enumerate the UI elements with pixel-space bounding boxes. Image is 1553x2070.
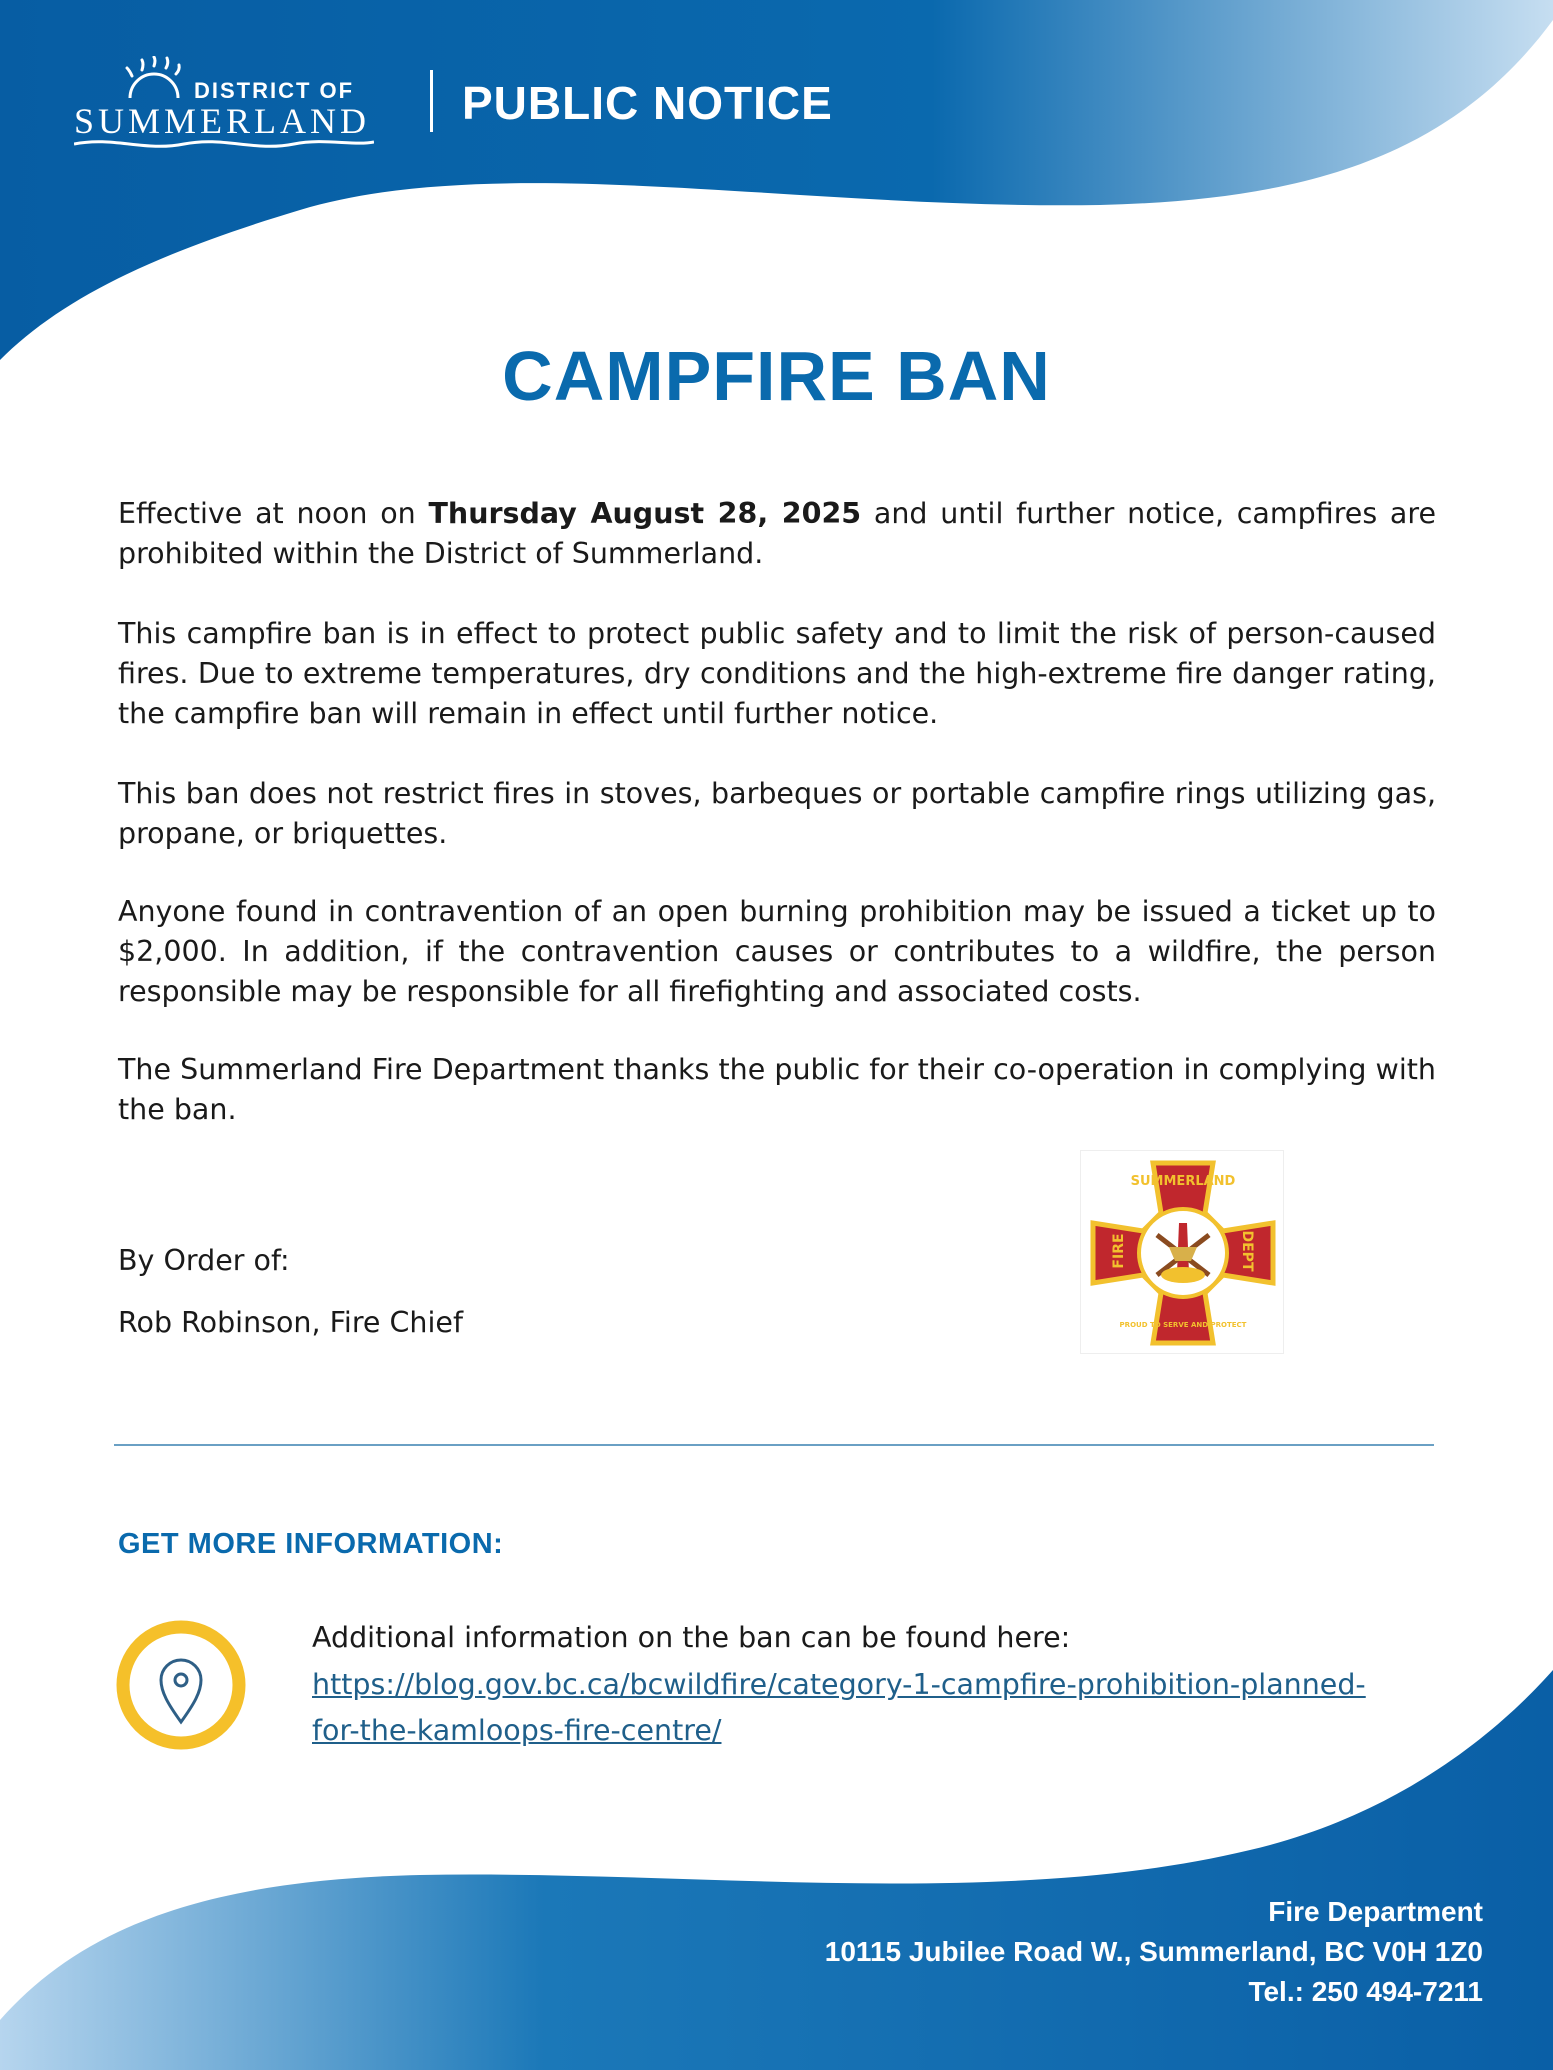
section-divider	[114, 1444, 1434, 1446]
footer-phone[interactable]: Tel.: 250 494-7211	[1248, 1976, 1483, 2007]
footer-contact	[825, 1892, 1483, 2012]
footer-department: Fire Department	[1268, 1896, 1483, 1927]
paragraph-exemptions: This ban does not restrict fires in stoves, barbeques or portable campfire rings utilizing gas, propane, or briquettes.	[118, 777, 1436, 850]
emblem-left-text: FIRE	[1111, 1233, 1127, 1269]
district-logo[interactable]	[74, 56, 374, 146]
logo-wave-icon	[74, 136, 374, 152]
emblem-bottom-text: PROUD TO SERVE AND PROTECT	[1119, 1321, 1247, 1329]
logo-district-text: DISTRICT OF	[194, 78, 355, 103]
header-divider	[430, 70, 433, 132]
more-info-heading: GET MORE INFORMATION:	[118, 1528, 504, 1560]
page-title: CAMPFIRE BAN	[502, 337, 1051, 415]
paragraph-effective-date: Effective at noon on Thursday August 28, 2025 and until further notice, campfires are prohibited within the District of Summerland.	[118, 497, 1436, 570]
info-description: Additional information on the ban can be found here:	[312, 1621, 1071, 1654]
fire-department-emblem	[1080, 1150, 1284, 1354]
paragraph-penalties: Anyone found in contravention of an open burning prohibition may be issued a ticket up to $2,000. In addition, if the contravention causes or contributes to a wildfire, the person responsible may be responsible for all firefighting and associated costs.	[118, 895, 1436, 1008]
signatory-name: Rob Robinson, Fire Chief	[118, 1306, 463, 1339]
paragraph-thanks: The Summerland Fire Department thanks the public for their co-operation in complying with the ban.	[118, 1053, 1436, 1126]
effective-date: Thursday August 28, 2025	[428, 497, 862, 530]
emblem-top-text: SUMMERLAND	[1130, 1174, 1236, 1189]
location-pin-icon	[114, 1618, 248, 1752]
by-order-label: By Order of:	[118, 1244, 290, 1277]
emblem-right-text: DEPT	[1239, 1230, 1255, 1272]
paragraph-reason: This campfire ban is in effect to protect public safety and to limit the risk of person-caused fires. Due to extreme temperatures, dry conditions and the high-extreme fire danger rating, the campfire ban will remain in effect until further notice.	[118, 617, 1436, 730]
public-notice-label: PUBLIC NOTICE	[462, 77, 833, 129]
footer-address: 10115 Jubilee Road W., Summerland, BC V0H 1Z0	[824, 1936, 1483, 1967]
bcwildfire-link[interactable]: https://blog.gov.bc.ca/bcwildfire/category-1-campfire-prohibition-planned- for-the-kamloops-fire-centre/	[312, 1668, 1366, 1747]
maltese-cross-icon	[1081, 1151, 1285, 1355]
logo-summerland-text: SUMMERLAND	[74, 101, 371, 141]
